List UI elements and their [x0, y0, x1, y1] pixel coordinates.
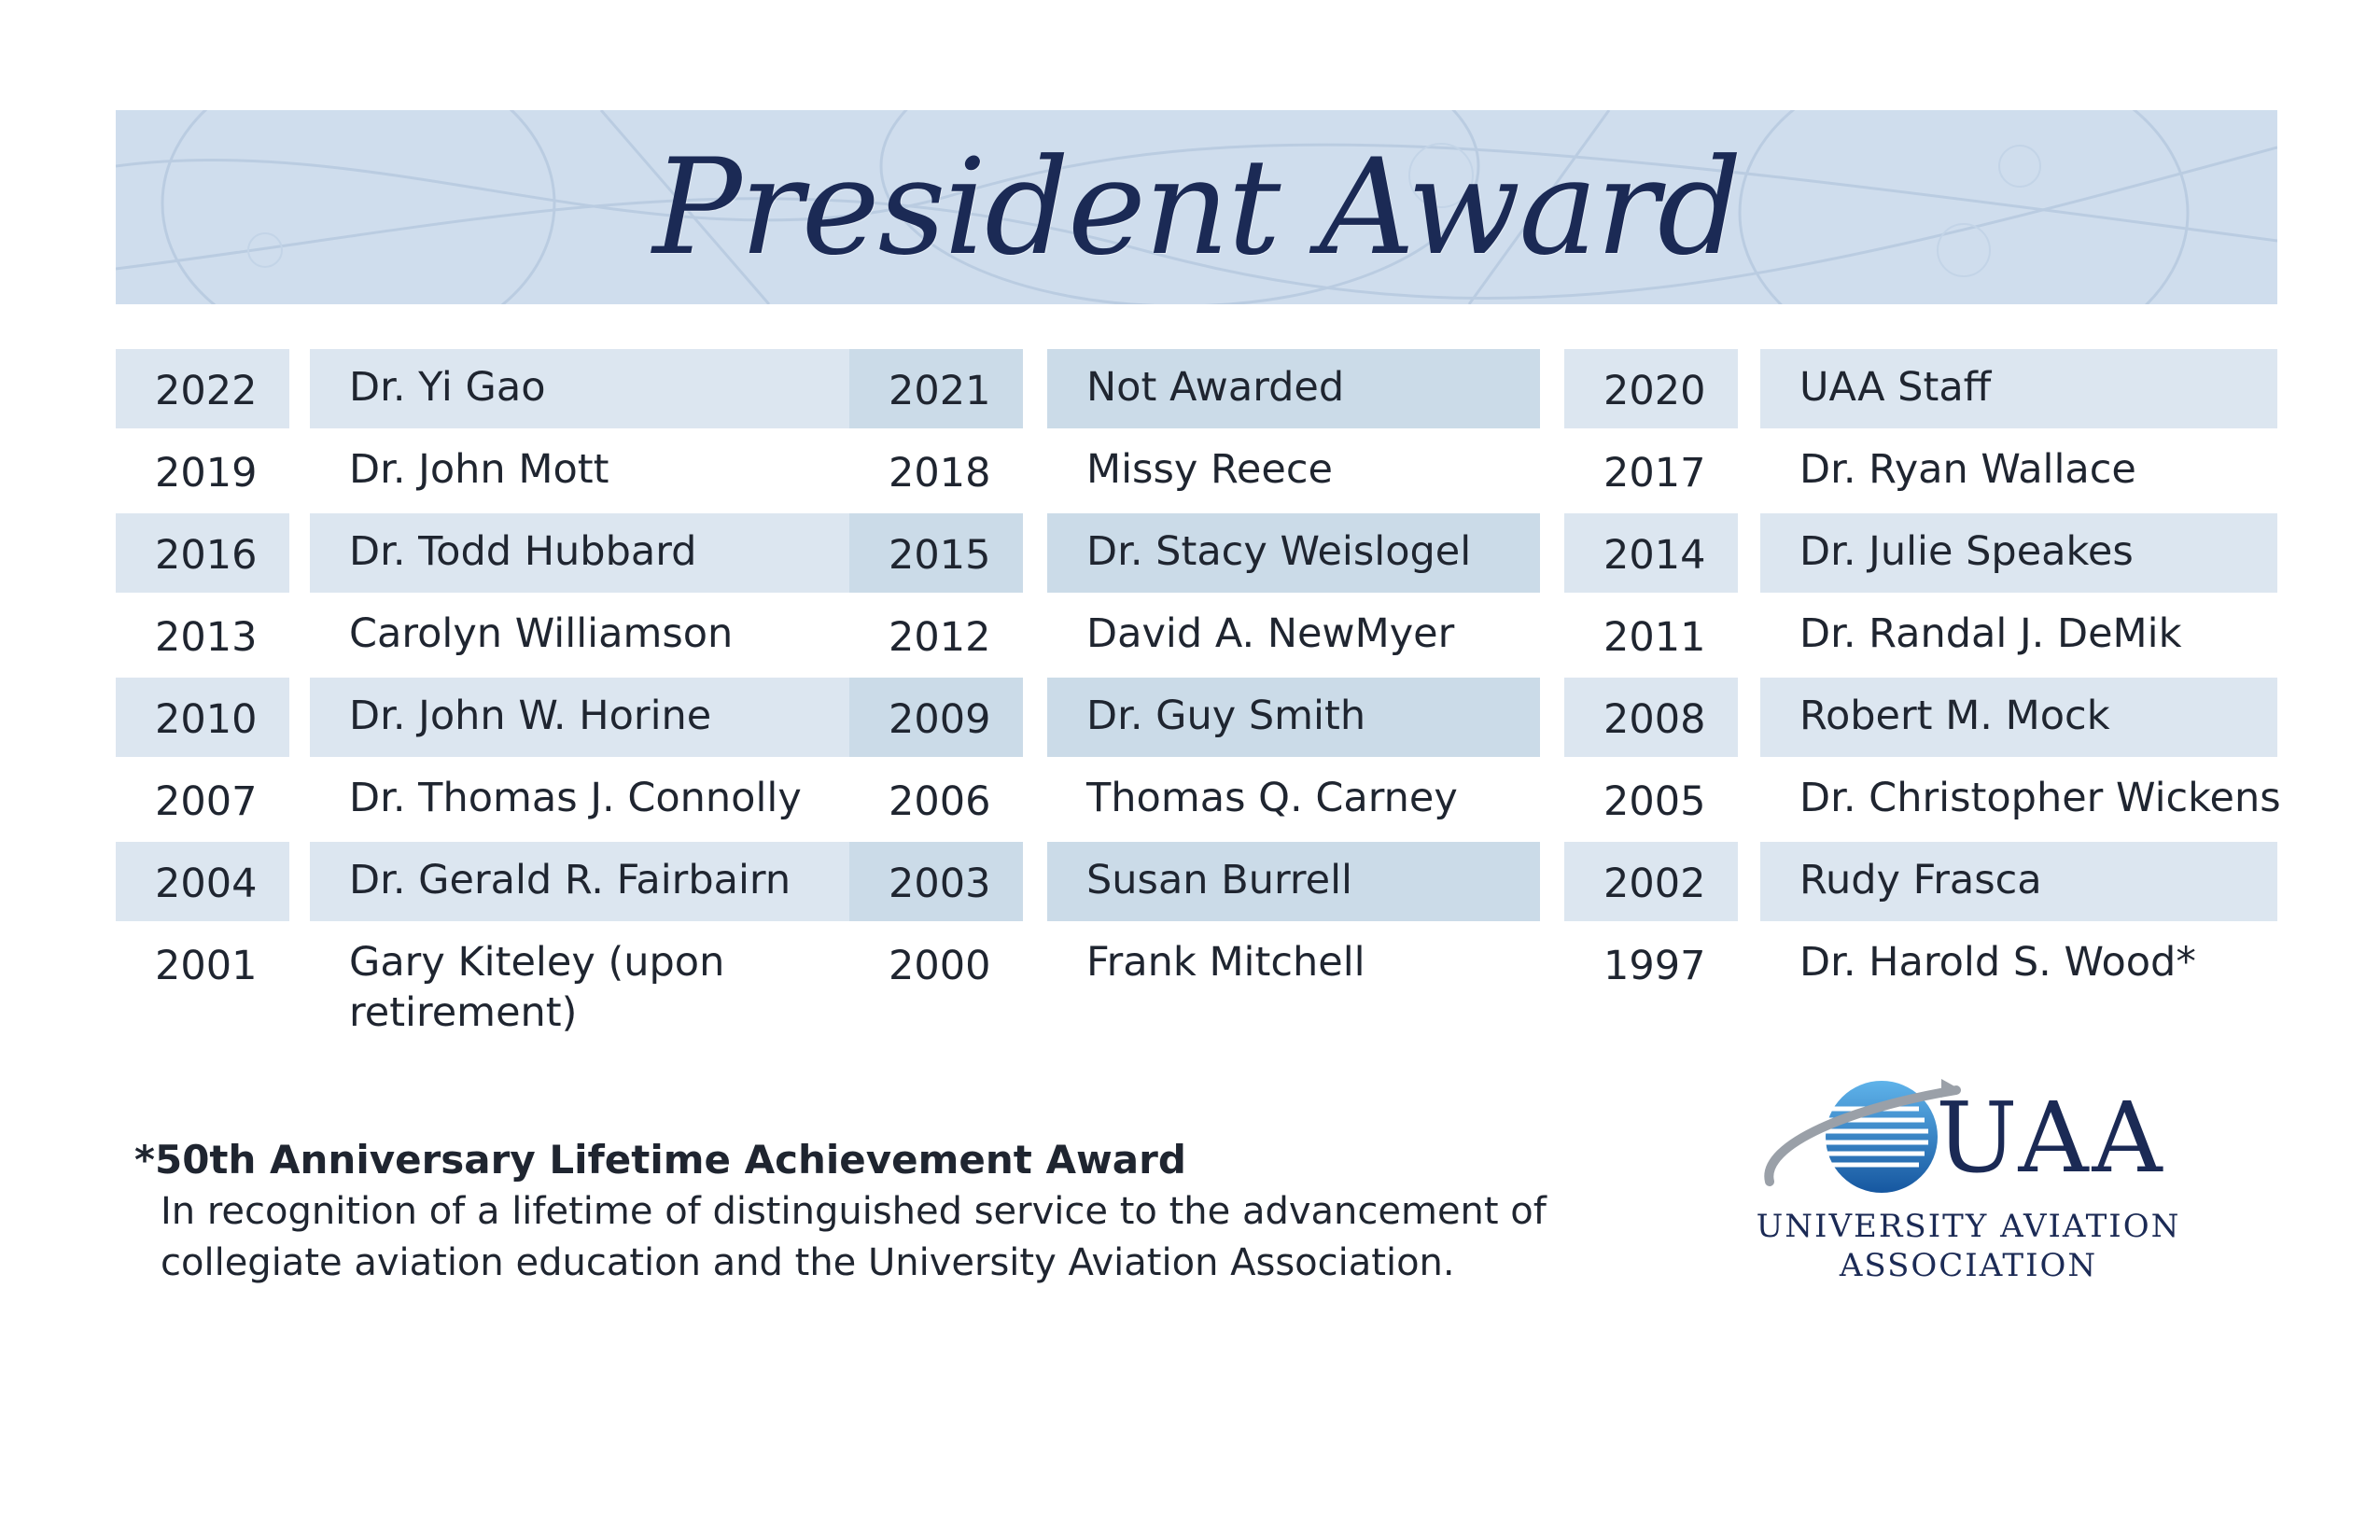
year-cell: [1564, 595, 1738, 675]
recipient-name: Dr. John W. Horine: [349, 693, 712, 739]
year-cell: [849, 760, 1023, 839]
recipient-name: Frank Mitchell: [1086, 939, 1365, 986]
name-cell: [1047, 760, 1540, 839]
year-cell: [1564, 431, 1738, 511]
year-cell: [849, 349, 1023, 428]
name-cell: [1760, 595, 2277, 675]
recipient-name: Susan Burrell: [1086, 857, 1352, 903]
award-year: 2008: [1603, 696, 1706, 743]
year-cell: [116, 924, 289, 1045]
name-cell: [1760, 760, 2281, 839]
recipient-name: Dr. John Mott: [349, 446, 609, 493]
year-cell: [116, 842, 289, 921]
table-row: [116, 678, 2277, 760]
recipient-name: Dr. Todd Hubbard: [349, 528, 697, 575]
logo-name-line-2: ASSOCIATION: [1839, 1247, 2098, 1284]
award-year: 2007: [155, 778, 258, 825]
award-year: 2012: [889, 614, 991, 661]
recipient-name: Thomas Q. Carney: [1086, 775, 1458, 821]
name-cell: [1760, 924, 2277, 1045]
footnote: [134, 1134, 1721, 1289]
recipient-name: Dr. Christopher Wickens: [1799, 775, 2281, 821]
award-year: 2009: [889, 696, 991, 743]
title-banner: [116, 110, 2277, 304]
name-cell: [1047, 513, 1540, 593]
awards-table: [116, 349, 2281, 1055]
recipient-name: Rudy Frasca: [1799, 857, 2042, 903]
table-row: [116, 760, 2281, 842]
award-year: 2017: [1603, 450, 1706, 497]
name-cell: [1760, 349, 2277, 428]
year-cell: [116, 678, 289, 757]
award-year: 2010: [155, 696, 258, 743]
year-cell: [849, 842, 1023, 921]
award-year: 2020: [1603, 368, 1706, 414]
award-year: 2019: [155, 450, 258, 497]
recipient-name: Missy Reece: [1086, 446, 1333, 493]
award-year: 2018: [889, 450, 991, 497]
table-row: [116, 595, 2277, 678]
recipient-name: UAA Staff: [1799, 364, 1992, 411]
award-year: 2001: [155, 943, 258, 989]
recipient-name: Dr. Guy Smith: [1086, 693, 1366, 739]
award-year: 2022: [155, 368, 258, 414]
page-title: President Award: [652, 130, 1741, 285]
award-year: 2004: [155, 861, 258, 907]
year-cell: [849, 595, 1023, 675]
award-year: 2013: [155, 614, 258, 661]
year-cell: [849, 678, 1023, 757]
year-cell: [1564, 924, 1738, 1045]
name-cell: [1760, 431, 2277, 511]
table-row: [116, 924, 2277, 1055]
recipient-name: Gary Kiteley (upon retirement): [349, 939, 725, 1036]
award-year: 2021: [889, 368, 991, 414]
year-cell: [116, 513, 289, 593]
name-cell: [1047, 842, 1540, 921]
award-year: 1997: [1603, 943, 1706, 989]
award-year: 2003: [889, 861, 991, 907]
recipient-name: David A. NewMyer: [1086, 610, 1455, 657]
name-cell: [1760, 842, 2277, 921]
name-cell: [1047, 924, 1540, 1045]
award-year: 2006: [889, 778, 991, 825]
year-cell: [116, 431, 289, 511]
logo-acronym: UAA: [1936, 1081, 2166, 1195]
year-cell: [849, 431, 1023, 511]
table-row: [116, 513, 2277, 595]
recipient-name: Dr. Randal J. DeMik: [1799, 610, 2182, 657]
year-cell: [116, 349, 289, 428]
recipient-name: Dr. Gerald R. Fairbairn: [349, 857, 791, 903]
year-cell: [849, 924, 1023, 1045]
year-cell: [1564, 678, 1738, 757]
award-year: 2005: [1603, 778, 1706, 825]
recipient-name: Robert M. Mock: [1799, 693, 2110, 739]
recipient-name: Carolyn Williamson: [349, 610, 734, 657]
recipient-name: Dr. Ryan Wallace: [1799, 446, 2136, 493]
year-cell: [1564, 760, 1738, 839]
award-year: 2002: [1603, 861, 1706, 907]
recipient-name: Dr. Stacy Weislogel: [1086, 528, 1472, 575]
name-cell: [1047, 595, 1540, 675]
year-cell: [116, 760, 289, 839]
award-year: 2014: [1603, 532, 1706, 579]
name-cell: [1760, 678, 2277, 757]
year-cell: [1564, 513, 1738, 593]
recipient-name: Dr. Harold S. Wood*: [1799, 939, 2196, 986]
year-cell: [116, 595, 289, 675]
recipient-name: Dr. Thomas J. Connolly: [349, 775, 802, 821]
year-cell: [1564, 842, 1738, 921]
name-cell: [1760, 513, 2277, 593]
uaa-logo: [1742, 1070, 2180, 1294]
table-row: [116, 349, 2277, 431]
footnote-body: In recognition of a lifetime of distinguished service to the advancement of collegiate aviation education and the University Aviation Association.: [161, 1190, 1547, 1284]
name-cell: [1047, 431, 1540, 511]
globe-icon: [1742, 1070, 1966, 1219]
recipient-name: Dr. Yi Gao: [349, 364, 546, 411]
recipient-name: Dr. Julie Speakes: [1799, 528, 2134, 575]
table-row: [116, 842, 2277, 924]
name-cell: [1047, 349, 1540, 428]
footnote-title: *50th Anniversary Lifetime Achievement Award: [134, 1137, 1186, 1183]
year-cell: [849, 513, 1023, 593]
award-year: 2016: [155, 532, 258, 579]
table-row: [116, 431, 2277, 513]
logo-name-line-1: UNIVERSITY AVIATION: [1756, 1208, 2181, 1245]
recipient-name: Not Awarded: [1086, 364, 1345, 411]
year-cell: [1564, 349, 1738, 428]
award-year: 2015: [889, 532, 991, 579]
award-year: 2011: [1603, 614, 1706, 661]
award-year: 2000: [889, 943, 991, 989]
name-cell: [1047, 678, 1540, 757]
